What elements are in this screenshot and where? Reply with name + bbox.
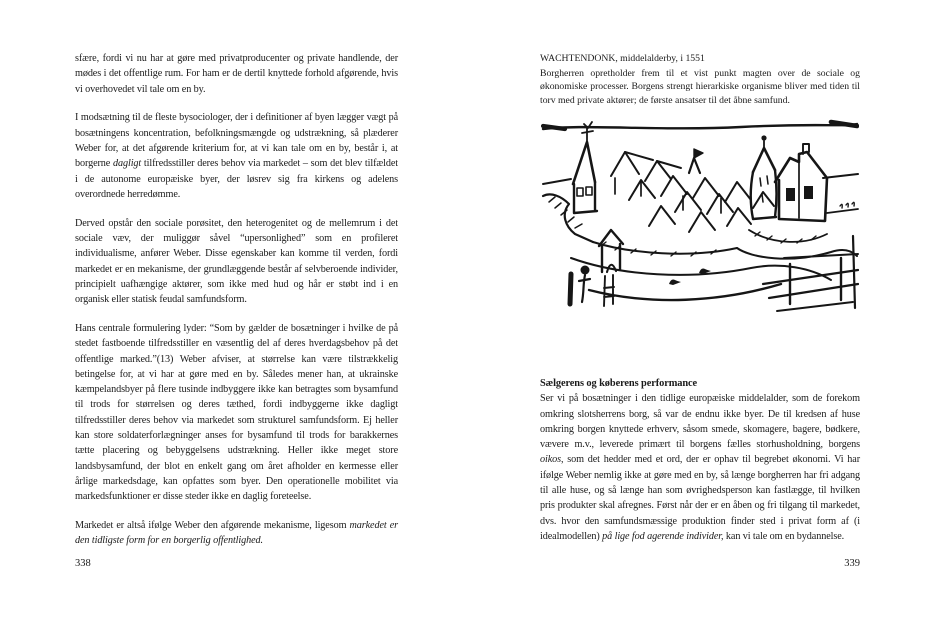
paragraph: I modsætning til de fleste bysociologer, der i definitioner af byen lægger vægt på bosætningens koncentration, befolkningsmængde og udstrækning, så plæderer Weber for, at det afgørende kriterium for, at vi kan tale om en by, består i, at borgerne dagligt tilfredsstiller deres behov via markedet – som det blev tilfældet i de autonome europæiske byer, der løsrev sig fra kirkens og adelens overordnede herredømme. — [75, 112, 398, 200]
paragraph: Markedet er altså ifølge Weber den afgørende mekanisme, ligesom markedet er den tidligste form for en borgerlig offentlighed. — [75, 520, 399, 547]
paragraph: Derved opstår den sociale porøsitet, den heterogenitet og de mellemrum i det sociale væv, der muliggør såvel “upersonlighed” som en profileret individualisme, anfører Weber. Disse egenskaber kan komme til verden, fordi markedet er en mekanisme, der grundlæggende består af selvberoende individer, principielt uafhængige aktører, som ikke med hud og hår er støbt ind i en organisk eller statisk feudal samfundsform. — [75, 217, 398, 306]
wachtendonk-town-illustration — [541, 116, 859, 314]
paragraph: Hans centrale formulering lyder: “Som by gælder de bosætninger i hvilke de på stedet fastboende tilfredsstiller en væsentlig del af deres hverdagsbehov på det offentlige marked.”(13) Weber afviser, at størrelse kan være tilstrækkelig betingelse for, at vi har at gøre med en by. Således mener han, at ukrainske kæmpelandsbyer på flere tusinde indbyggere ikke kan betragtes som bysamfund til trods for størrelsen og deres tæthed, fordi indbyggerne ikke dagligt tilfredsstiller deres behov via markedet som strukturel samfundsform. Ej heller kan store soldaterforlægninger anses for bysamfund til trods for barakkernes tætte placering og bebyggelsens udstrækning. Heller ikke meget store landsbysamfund, der blot en enkelt gang om året afholder en kermesse eller årlige markedsdage, kan opfattes som byer. Den operationelle mobilitet via markedsfunktioner er disse steder ikke en daglig foreteelse. — [75, 322, 398, 503]
section-heading: Sælgerens og køberens performance — [540, 378, 698, 389]
left-page-text-column — [75, 51, 398, 549]
paragraph: Ser vi på bosætninger i den tidlige europæiske middelalder, som de forekom omkring slotsherrens borg, så var de endnu ikke byer. De til kredsen af huse omkring borgen knyttede erhverv, såsom smede, skomagere, bagere, bødkere, vævere m.v., leverede primært til borgens fælles storhusholdning, borgens oikos, som det hedder med et ord, der er ophav til begrebet økonomi. Vi har ifølge Weber nemlig ikke at gøre med en by, så længe borgherren har fri adgang til alle huse, og så længe han som øvrighedsperson kan fastlægge, til hvilken pris produkter skal afregnes. Først når der er en åben og fri tilgang til markedet, dvs. hvor den samfundsmæssige produktion finder sted i privat form af (i idealmodellen) på lige fod agerende individer, kan vi tale om en bydannelse. — [540, 393, 860, 542]
right-page-text-column — [540, 376, 860, 544]
right-page-paragraphs — [540, 391, 860, 544]
left-page-number: 338 — [75, 558, 91, 569]
paragraph: sfære, fordi vi nu har at gøre med privatproducenter og private handlende, der mødes i det offentlige rum. For ham er de dertil knyttede forhold afgørende, hvis vi overhovedet vil tale om en by. — [75, 53, 398, 95]
illustration-caption — [540, 52, 860, 107]
right-page-number: 339 — [844, 558, 860, 569]
caption-title: WACHTENDONK, middelalderby, i 1551 — [540, 53, 705, 64]
town-sketch-svg — [541, 116, 859, 314]
caption-body: Borgherren opretholder frem til et vist punkt magten over de sociale og økonomiske processer. Borgens strengt hierarkiske organisme bliver med tiden til torv med private aktører; de første ansatser til det åbne samfund. — [540, 67, 860, 106]
